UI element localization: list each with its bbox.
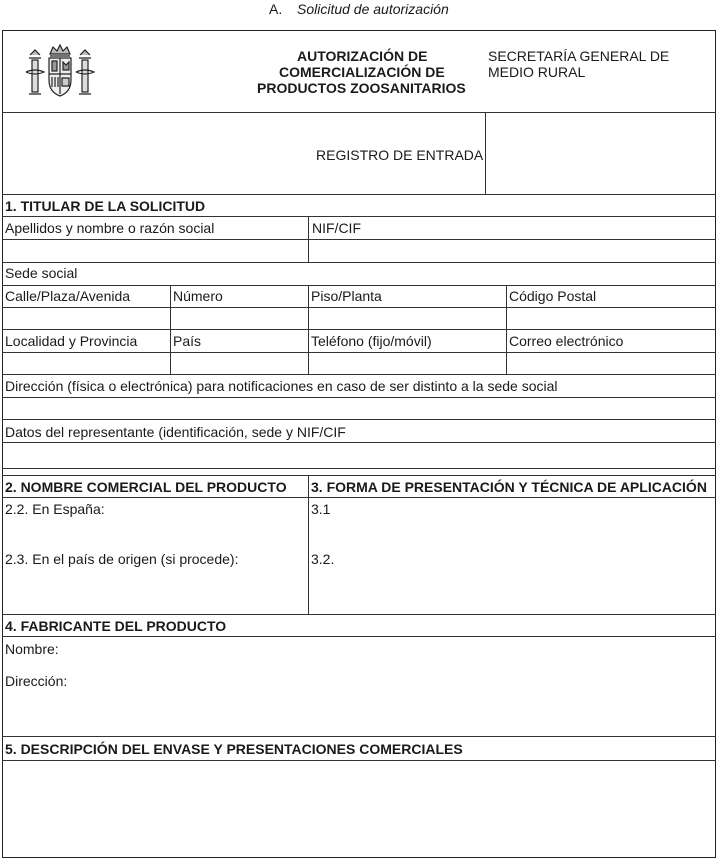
caption-title: Solicitud de autorización xyxy=(297,1,449,17)
section-3-title: 3. FORMA DE PRESENTACIÓN Y TÉCNICA DE APLICACIÓN xyxy=(311,479,707,495)
registry-label: REGISTRO DE ENTRADA xyxy=(316,147,484,163)
floor-field[interactable] xyxy=(309,308,505,328)
item-3-1-label: 3.1 xyxy=(311,501,331,517)
agency-line-1: SECRETARÍA GENERAL DE xyxy=(488,48,670,64)
notification-address-field[interactable] xyxy=(3,398,715,418)
manufacturer-name-label: Nombre: xyxy=(5,641,59,657)
representative-field[interactable] xyxy=(3,443,715,467)
number-label: Número xyxy=(173,288,223,304)
sede-label: Sede social xyxy=(5,265,78,281)
locality-field[interactable] xyxy=(3,353,169,373)
phone-label: Teléfono (fijo/móvil) xyxy=(311,333,432,349)
email-label: Correo electrónico xyxy=(509,333,624,349)
rule xyxy=(2,736,716,737)
packaging-description-field[interactable] xyxy=(3,762,715,856)
rule xyxy=(2,468,716,469)
postal-code-field[interactable] xyxy=(507,308,715,328)
nif-field[interactable] xyxy=(309,240,715,261)
rule xyxy=(2,285,716,286)
section-1-title: 1. TITULAR DE LA SOLICITUD xyxy=(5,198,206,214)
section-5-title: 5. DESCRIPCIÓN DEL ENVASE Y PRESENTACIONES COMERCIALES xyxy=(5,741,463,757)
country-field[interactable] xyxy=(171,353,307,373)
rule xyxy=(2,760,716,761)
form-title-line-2: COMERCIALIZACIÓN DE xyxy=(279,64,445,80)
rule xyxy=(2,374,716,375)
item-3-2-label: 3.2. xyxy=(311,551,335,567)
name-spain-field[interactable] xyxy=(3,519,307,547)
manufacturer-address-field[interactable] xyxy=(72,671,712,691)
rule xyxy=(2,216,716,217)
manufacturer-address-label: Dirección: xyxy=(5,673,68,689)
rule xyxy=(2,475,716,476)
manufacturer-name-field[interactable] xyxy=(62,639,712,659)
rule xyxy=(2,329,716,330)
agency-line-2: MEDIO RURAL xyxy=(488,64,586,80)
name-spain-label: 2.2. En España: xyxy=(5,501,105,517)
name-origin-label: 2.3. En el país de origen (si procede): xyxy=(5,551,239,567)
form-title-line-1: AUTORIZACIÓN DE xyxy=(297,48,428,64)
coat-of-arms-logo xyxy=(22,42,98,100)
street-label: Calle/Plaza/Avenida xyxy=(5,288,131,304)
floor-label: Piso/Planta xyxy=(311,288,382,304)
caption-letter: A. xyxy=(269,1,283,17)
section-4-title: 4. FABRICANTE DEL PRODUCTO xyxy=(5,618,227,634)
name-origin-field[interactable] xyxy=(3,569,307,613)
rule xyxy=(2,497,716,498)
street-field[interactable] xyxy=(3,308,169,328)
registry-stamp-field[interactable] xyxy=(487,114,714,193)
rule xyxy=(2,419,716,420)
rule xyxy=(2,636,716,637)
rule xyxy=(2,194,716,195)
item-3-2-field[interactable] xyxy=(309,569,715,613)
locality-label: Localidad y Provincia xyxy=(5,333,138,349)
phone-field[interactable] xyxy=(309,353,505,373)
rule xyxy=(2,614,716,615)
email-field[interactable] xyxy=(507,353,715,373)
section-2-title: 2. NOMBRE COMERCIAL DEL PRODUCTO xyxy=(5,479,287,495)
form-title-line-3: PRODUCTOS ZOOSANITARIOS xyxy=(257,80,466,96)
representative-label: Datos del representante (identificación, sede y NIF/CIF xyxy=(5,424,346,440)
holder-name-label: Apellidos y nombre o razón social xyxy=(5,220,215,236)
item-3-1-field[interactable] xyxy=(309,519,715,547)
rule xyxy=(2,112,716,113)
country-label: País xyxy=(173,333,202,349)
number-field[interactable] xyxy=(171,308,307,328)
nif-label: NIF/CIF xyxy=(312,220,361,236)
postal-code-label: Código Postal xyxy=(509,288,597,304)
rule xyxy=(2,262,716,263)
holder-name-field[interactable] xyxy=(3,240,307,261)
notification-address-label: Dirección (física o electrónica) para notificaciones en caso de ser distinto a la sede social xyxy=(5,378,558,394)
registry-divider xyxy=(485,112,486,194)
